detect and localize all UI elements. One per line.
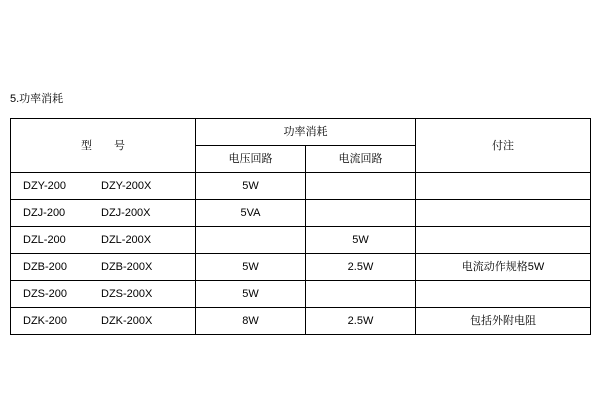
table-header [11,119,591,173]
power-consumption-table [10,118,591,335]
header-current-circuit: 电流回路 [306,146,416,173]
cell-model [11,254,196,281]
cell-current: 2.5W [306,308,416,335]
cell-model [11,173,196,200]
power-consumption-table-wrapper [10,118,590,335]
cell-model [11,200,196,227]
cell-note [416,200,591,227]
section-heading: 5.功率消耗 [10,93,64,105]
cell-voltage: 5W [196,173,306,200]
cell-current [306,200,416,227]
header-voltage-circuit: 电压回路 [196,146,306,173]
model-code-b: DZJ-200X [101,207,151,219]
table-row [11,254,591,281]
table-body [11,173,591,335]
cell-model [11,308,196,335]
cell-current: 2.5W [306,254,416,281]
model-code-a: DZL-200 [23,234,66,246]
model-code-a: DZS-200 [23,288,68,300]
model-code-a: DZK-200 [23,315,68,327]
cell-note [416,227,591,254]
table-header-row-1 [11,119,591,146]
cell-model [11,227,196,254]
cell-voltage: 5VA [196,200,306,227]
cell-voltage: 5W [196,254,306,281]
model-code-b: DZS-200X [101,288,153,300]
header-note: 付注 [416,119,591,173]
model-code-a: DZB-200 [23,261,68,273]
cell-current: 5W [306,227,416,254]
header-power-consumption: 功率消耗 [196,119,416,146]
cell-voltage: 5W [196,281,306,308]
table-row [11,281,591,308]
cell-voltage: 8W [196,308,306,335]
cell-note [416,173,591,200]
table-row [11,308,591,335]
table-row [11,227,591,254]
model-code-a: DZJ-200 [23,207,66,219]
model-code-a: DZY-200 [23,180,67,192]
cell-note: 电流动作规格5W [416,254,591,281]
table-row [11,173,591,200]
header-model: 型 号 [11,119,196,173]
cell-note: 包括外附电阻 [416,308,591,335]
model-code-b: DZY-200X [101,180,152,192]
cell-voltage [196,227,306,254]
model-code-b: DZL-200X [101,234,152,246]
cell-model [11,281,196,308]
cell-current [306,281,416,308]
cell-note [416,281,591,308]
cell-current [306,173,416,200]
table-row [11,200,591,227]
model-code-b: DZK-200X [101,315,153,327]
model-code-b: DZB-200X [101,261,153,273]
